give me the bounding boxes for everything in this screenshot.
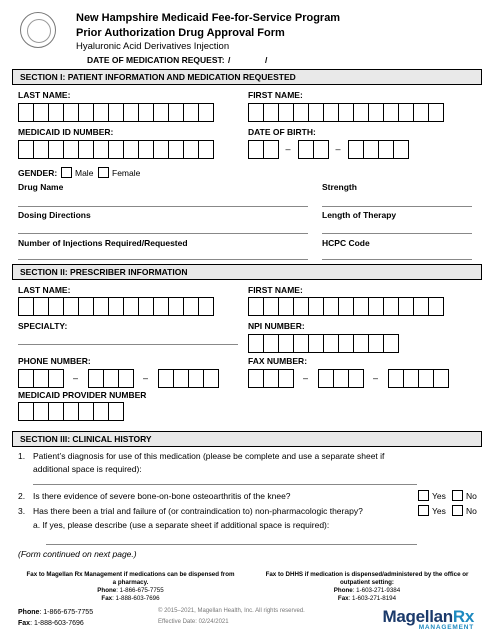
question-2-number: 2.: [18, 491, 26, 501]
patient-first-name-boxes[interactable]: [248, 103, 443, 122]
patient-last-name-boxes[interactable]: [18, 103, 213, 122]
injections-label: Number of Injections Required/Requested: [18, 238, 188, 248]
section-3-header: SECTION III: CLINICAL HISTORY: [12, 431, 482, 447]
medicaid-provider-label: MEDICAID PROVIDER NUMBER: [18, 390, 147, 400]
question-1-text: Patient’s diagnosis for use of this medication (please be complete and use a separate sheet if: [33, 451, 385, 461]
dosing-directions-line[interactable]: [18, 233, 308, 234]
state-seal-logo: [20, 12, 56, 48]
patient-last-name-label: LAST NAME:: [18, 90, 71, 100]
gender-male-label: Male: [75, 168, 94, 178]
strength-line[interactable]: [322, 206, 472, 207]
fax-dhhs-title-cont: outpatient setting:: [340, 579, 394, 586]
bottom-contacts: Phone: 1-866-675-7755 Fax: 1-888-603-7696: [18, 609, 94, 627]
dhhs-fax: : 1-603-271-8194: [348, 595, 397, 602]
copyright-text: © 2015–2021, Magellan Health, Inc. All rights reserved.: [158, 608, 305, 614]
question-1-text-cont: additional space is required):: [33, 464, 142, 474]
bottom-fax: : 1-888-603-7696: [30, 620, 84, 627]
patient-first-name-label: FIRST NAME:: [248, 90, 303, 100]
q3a-description-line[interactable]: [46, 544, 417, 545]
fax-number-label: FAX NUMBER:: [248, 356, 308, 366]
q3-no-checkbox[interactable]: [452, 505, 463, 516]
fax-dhhs-block: [252, 571, 482, 587]
effective-date-text: Effective Date: 02/24/2021: [158, 619, 229, 625]
prescriber-last-name-label: LAST NAME:: [18, 285, 71, 295]
specialty-label: SPECIALTY:: [18, 321, 68, 331]
fax-dhhs-title: Fax to DHHS if medication is dispensed/administered by the office or: [265, 571, 469, 578]
fax-dhhs-contacts: Phone: 1-603-271-9384 Fax: 1-603-271-8194: [333, 587, 401, 602]
drug-name-label: Drug Name: [18, 182, 64, 192]
npi-number-label: NPI NUMBER:: [248, 321, 305, 331]
length-of-therapy-line[interactable]: [322, 233, 472, 234]
date-separator: /: [228, 55, 231, 65]
injections-line[interactable]: [18, 259, 308, 260]
npi-number-boxes[interactable]: [248, 334, 398, 353]
length-of-therapy-label: Length of Therapy: [322, 210, 397, 220]
magellan-phone: : 1-866-675-7755: [116, 587, 164, 594]
diagnosis-line[interactable]: [33, 484, 417, 485]
question-2-text: Is there evidence of severe bone-on-bone osteoarthritis of the knee?: [33, 491, 291, 501]
q3-no-label: No: [466, 506, 477, 516]
medicaid-provider-boxes[interactable]: [18, 402, 123, 421]
magellan-rx-logo: MagellanRx MANAGEMENT: [382, 607, 474, 631]
date-of-birth-label: DATE OF BIRTH:: [248, 127, 316, 137]
drug-name-line[interactable]: [18, 206, 308, 207]
q2-no-checkbox[interactable]: [452, 490, 463, 501]
form-title: Prior Authorization Drug Approval Form: [76, 27, 285, 39]
fax-magellan-title-cont: a pharmacy.: [112, 579, 149, 586]
q2-yes-label: Yes: [432, 491, 446, 501]
form-subtitle: Hyaluronic Acid Derivatives Injection: [76, 41, 230, 52]
question-3-number: 3.: [18, 506, 26, 516]
dosing-directions-label: Dosing Directions: [18, 210, 91, 220]
date-of-request-label: DATE OF MEDICATION REQUEST:: [87, 55, 225, 65]
dhhs-phone: : 1-603-271-9384: [352, 587, 401, 594]
form-title-program: New Hampshire Medicaid Fee-for-Service Program: [76, 12, 341, 24]
date-separator: /: [265, 55, 268, 65]
phone-number-label: PHONE NUMBER:: [18, 356, 91, 366]
fax-magellan-contacts: Phone: 1-866-675-7755 Fax: 1-888-603-7696: [97, 587, 164, 602]
form-continued-note: (Form continued on next page.): [18, 549, 137, 559]
gender-female-label: Female: [112, 168, 141, 178]
gender-male-checkbox[interactable]: [61, 167, 72, 178]
q2-no-label: No: [466, 491, 477, 501]
date-of-birth-boxes[interactable]: – –: [248, 140, 408, 159]
fax-magellan-block: [18, 571, 243, 587]
q2-yes-checkbox[interactable]: [418, 490, 429, 501]
question-3a-text: a. If yes, please describe (use a separate sheet if additional space is required):: [33, 520, 330, 530]
q3-yes-label: Yes: [432, 506, 446, 516]
medicaid-id-label: MEDICAID ID NUMBER:: [18, 127, 114, 137]
strength-label: Strength: [322, 182, 357, 192]
question-1-number: 1.: [18, 451, 26, 461]
hcpc-code-line[interactable]: [322, 259, 472, 260]
phone-number-boxes[interactable]: – –: [18, 369, 218, 388]
magellan-fax: : 1-888-603-7696: [112, 595, 160, 602]
gender-label: GENDER:: [18, 168, 58, 178]
section-2-header: SECTION II: PRESCRIBER INFORMATION: [12, 264, 482, 280]
medicaid-id-boxes[interactable]: [18, 140, 213, 159]
question-3-text: Has there been a trial and failure of (or contraindication to) non-pharmacologic therapy?: [33, 506, 363, 516]
prescriber-last-name-boxes[interactable]: [18, 297, 213, 316]
prescriber-first-name-label: FIRST NAME:: [248, 285, 303, 295]
prescriber-first-name-boxes[interactable]: [248, 297, 443, 316]
specialty-line[interactable]: [18, 344, 238, 345]
hcpc-code-label: HCPC Code: [322, 238, 370, 248]
fax-magellan-title: Fax to Magellan Rx Management if medications can be dispensed from: [26, 571, 235, 578]
gender-female-checkbox[interactable]: [98, 167, 109, 178]
fax-number-boxes[interactable]: – –: [248, 369, 448, 388]
bottom-phone: : 1-866-675-7755: [39, 609, 94, 616]
section-1-header: SECTION I: PATIENT INFORMATION AND MEDICATION REQUESTED: [12, 69, 482, 85]
q3-yes-checkbox[interactable]: [418, 505, 429, 516]
